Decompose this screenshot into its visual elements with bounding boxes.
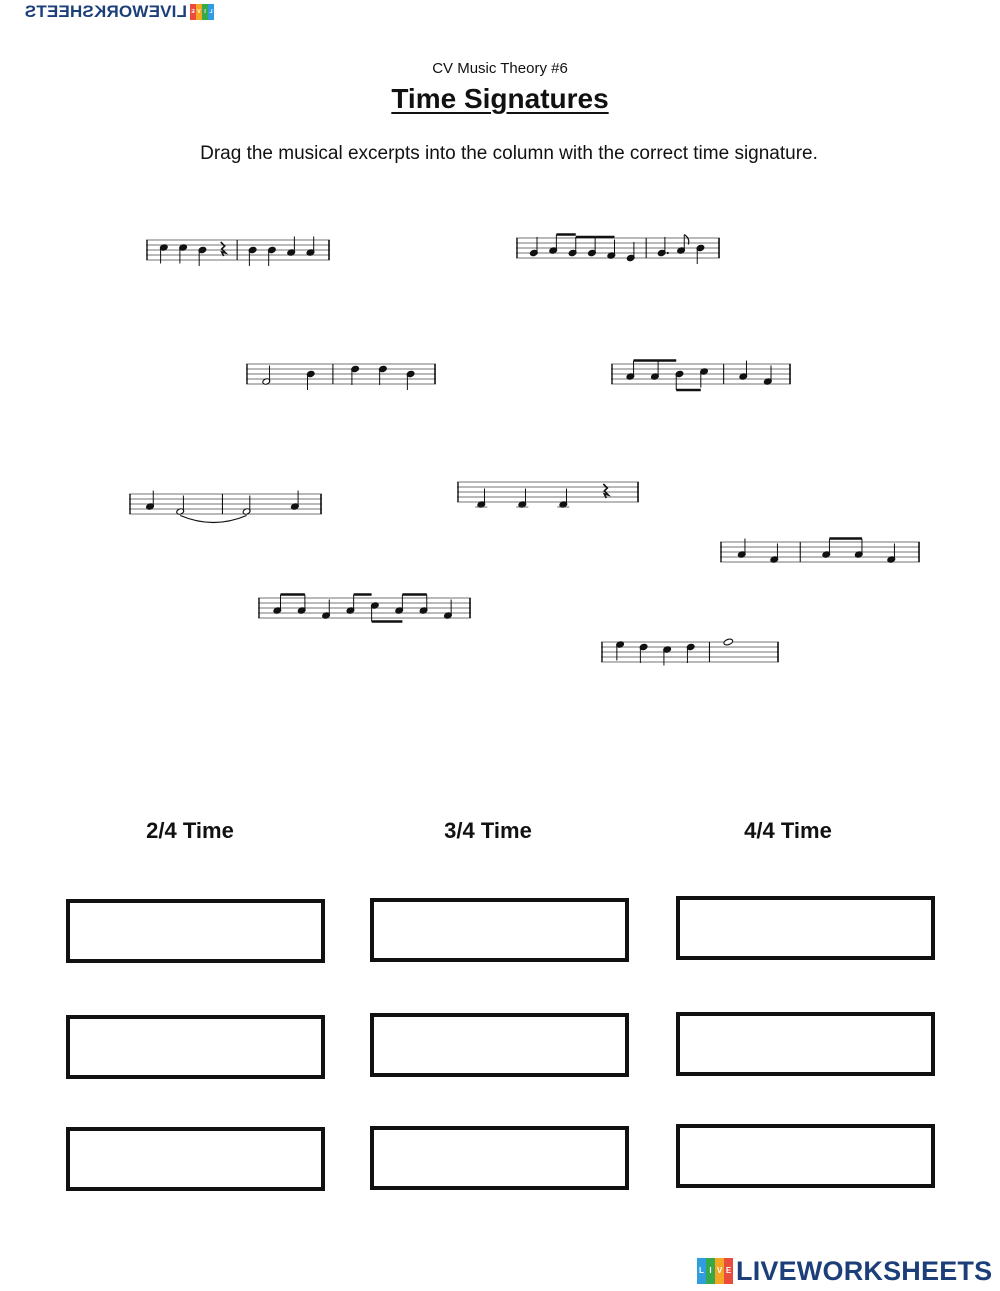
drop-box-3-4-1[interactable] [370,898,629,962]
music-excerpt-5[interactable] [129,486,324,536]
drop-box-4-4-1[interactable] [676,896,935,960]
brand-logo-top [25,2,214,22]
music-excerpt-2[interactable] [516,230,722,274]
brand-name: LIVEWORKSHEETS [24,2,187,21]
drop-box-2-4-1[interactable] [66,899,325,963]
music-excerpt-8-staff [258,590,473,634]
dot [667,252,669,254]
music-excerpt-6-staff [457,474,641,518]
music-excerpt-9[interactable] [601,634,781,678]
music-excerpt-3-staff [246,356,438,400]
drop-box-3-4-2[interactable] [370,1013,629,1077]
quarter-rest [603,484,608,498]
drop-box-4-4-3[interactable] [676,1124,935,1188]
music-excerpt-8[interactable] [258,590,473,634]
brand-name: LIVEWORKSHEETS [736,1255,993,1286]
music-excerpt-5-staff [129,486,324,536]
music-excerpt-1-staff [146,232,332,276]
drop-box-3-4-3[interactable] [370,1126,629,1190]
music-excerpt-1[interactable] [146,232,332,276]
tie [180,516,246,523]
drop-box-2-4-3[interactable] [66,1127,325,1191]
page-title: Time Signatures [391,83,609,114]
music-excerpt-6[interactable] [457,474,641,518]
music-excerpt-7[interactable] [720,534,922,578]
column-header-2-4: 2/4 Time [146,818,234,843]
notehead [723,638,733,646]
brand-badge-icon: L I V E [190,4,214,20]
music-excerpt-4[interactable] [611,356,793,400]
brand-badge-icon: L I V E [697,1258,733,1284]
column-header-3-4: 3/4 Time [444,818,532,843]
column-header-4-4: 4/4 Time [744,818,832,843]
worksheet-subtitle: CV Music Theory #6 [432,60,568,77]
quarter-rest [221,242,226,256]
music-excerpt-4-staff [611,356,793,400]
drop-box-4-4-2[interactable] [676,1012,935,1076]
brand-logo-bottom [697,1254,992,1288]
instructions-text: Drag the musical excerpts into the column with the correct time signature. [200,143,818,164]
drop-box-2-4-2[interactable] [66,1015,325,1079]
music-excerpt-3[interactable] [246,356,438,400]
music-excerpt-2-staff [516,230,722,274]
music-excerpt-9-staff [601,634,781,678]
music-excerpt-7-staff [720,534,922,578]
